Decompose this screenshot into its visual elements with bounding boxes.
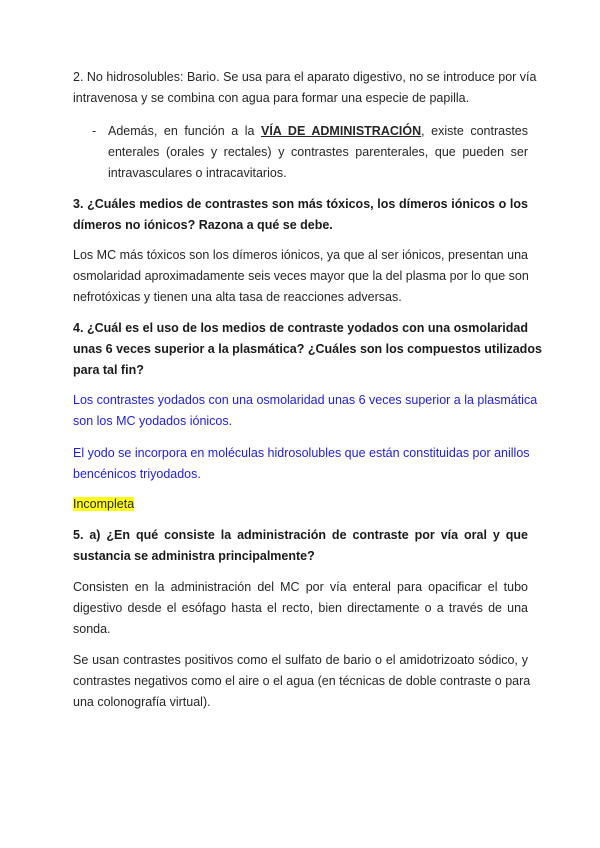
text-line	[108, 121, 528, 142]
bullet-paragraph-via	[108, 121, 528, 184]
answer-4a	[73, 390, 538, 432]
text-line: intravenosa y se combina con agua para formar una especie de papilla.	[73, 91, 470, 105]
text-segment: , existe contrastes	[421, 124, 528, 138]
text-line: contrastes negativos como el aire o el agua (en técnicas de doble contraste o para	[73, 674, 531, 688]
text-line: El yodo se incorpora en moléculas hidrosolubles que están constituidas por anillos	[73, 446, 530, 460]
answer-4b	[73, 443, 528, 485]
answer-3	[73, 245, 528, 308]
incompleta-highlight: Incompleta	[73, 497, 135, 511]
text-line: dímeros no iónicos? Razona a qué se debe.	[73, 218, 333, 232]
text-line: 3. ¿Cuáles medios de contrastes son más tóxicos, los dímeros iónicos o los	[73, 197, 528, 211]
text-line: 4. ¿Cuál es el uso de los medios de contraste yodados con una osmolaridad	[73, 321, 528, 335]
answer-5a	[73, 577, 528, 640]
bullet-dash: -	[92, 124, 97, 138]
via-administracion-emphasis: VÍA DE ADMINISTRACIÓN	[261, 124, 422, 138]
text-segment: Además, en función a la	[108, 124, 255, 138]
text-line: 2. No hidrosolubles: Bario. Se usa para el aparato digestivo, no se introduce por vía	[73, 70, 537, 84]
answer-5b	[73, 650, 531, 713]
text-line: enterales (orales y rectales) y contrastes parenterales, que pueden ser	[108, 145, 528, 159]
text-line: son los MC yodados iónicos.	[73, 414, 233, 428]
text-line: 5. a) ¿En qué consiste la administración de contraste por vía oral y que	[73, 528, 528, 542]
text-line: digestivo desde el esófago hasta el recto, bien directamente o a través de una	[73, 601, 528, 615]
text-line: intravasculares o intracavitarios.	[108, 166, 287, 180]
status-paragraph	[73, 494, 528, 515]
question-5	[73, 525, 528, 567]
text-line: Consisten en la administración del MC por vía enteral para opacificar el tubo	[73, 580, 528, 594]
text-line: sonda.	[73, 622, 111, 636]
text-line: sustancia se administra principalmente?	[73, 549, 315, 563]
text-line: Los MC más tóxicos son los dímeros iónicos, ya que al ser iónicos, presentan una	[73, 248, 528, 262]
text-line: Se usan contrastes positivos como el sulfato de bario o el amidotrizoato sódico, y	[73, 653, 528, 667]
text-line: bencénicos triyodados.	[73, 467, 201, 481]
question-4	[73, 318, 542, 381]
question-3	[73, 194, 528, 236]
text-line: nefrotóxicas y tienen una alta tasa de reacciones adversas.	[73, 290, 402, 304]
text-line: Los contrastes yodados con una osmolaridad unas 6 veces superior a la plasmática	[73, 393, 538, 407]
paragraph-no-hidrosolubles	[73, 67, 537, 109]
text-line: osmolaridad aproximadamente seis veces mayor que la del plasma por lo que son	[73, 269, 529, 283]
text-line: una colonografía virtual).	[73, 695, 211, 709]
text-line: unas 6 veces superior a la plasmática? ¿Cuáles son los compuestos utilizados	[73, 342, 542, 356]
text-line: para tal fin?	[73, 363, 144, 377]
